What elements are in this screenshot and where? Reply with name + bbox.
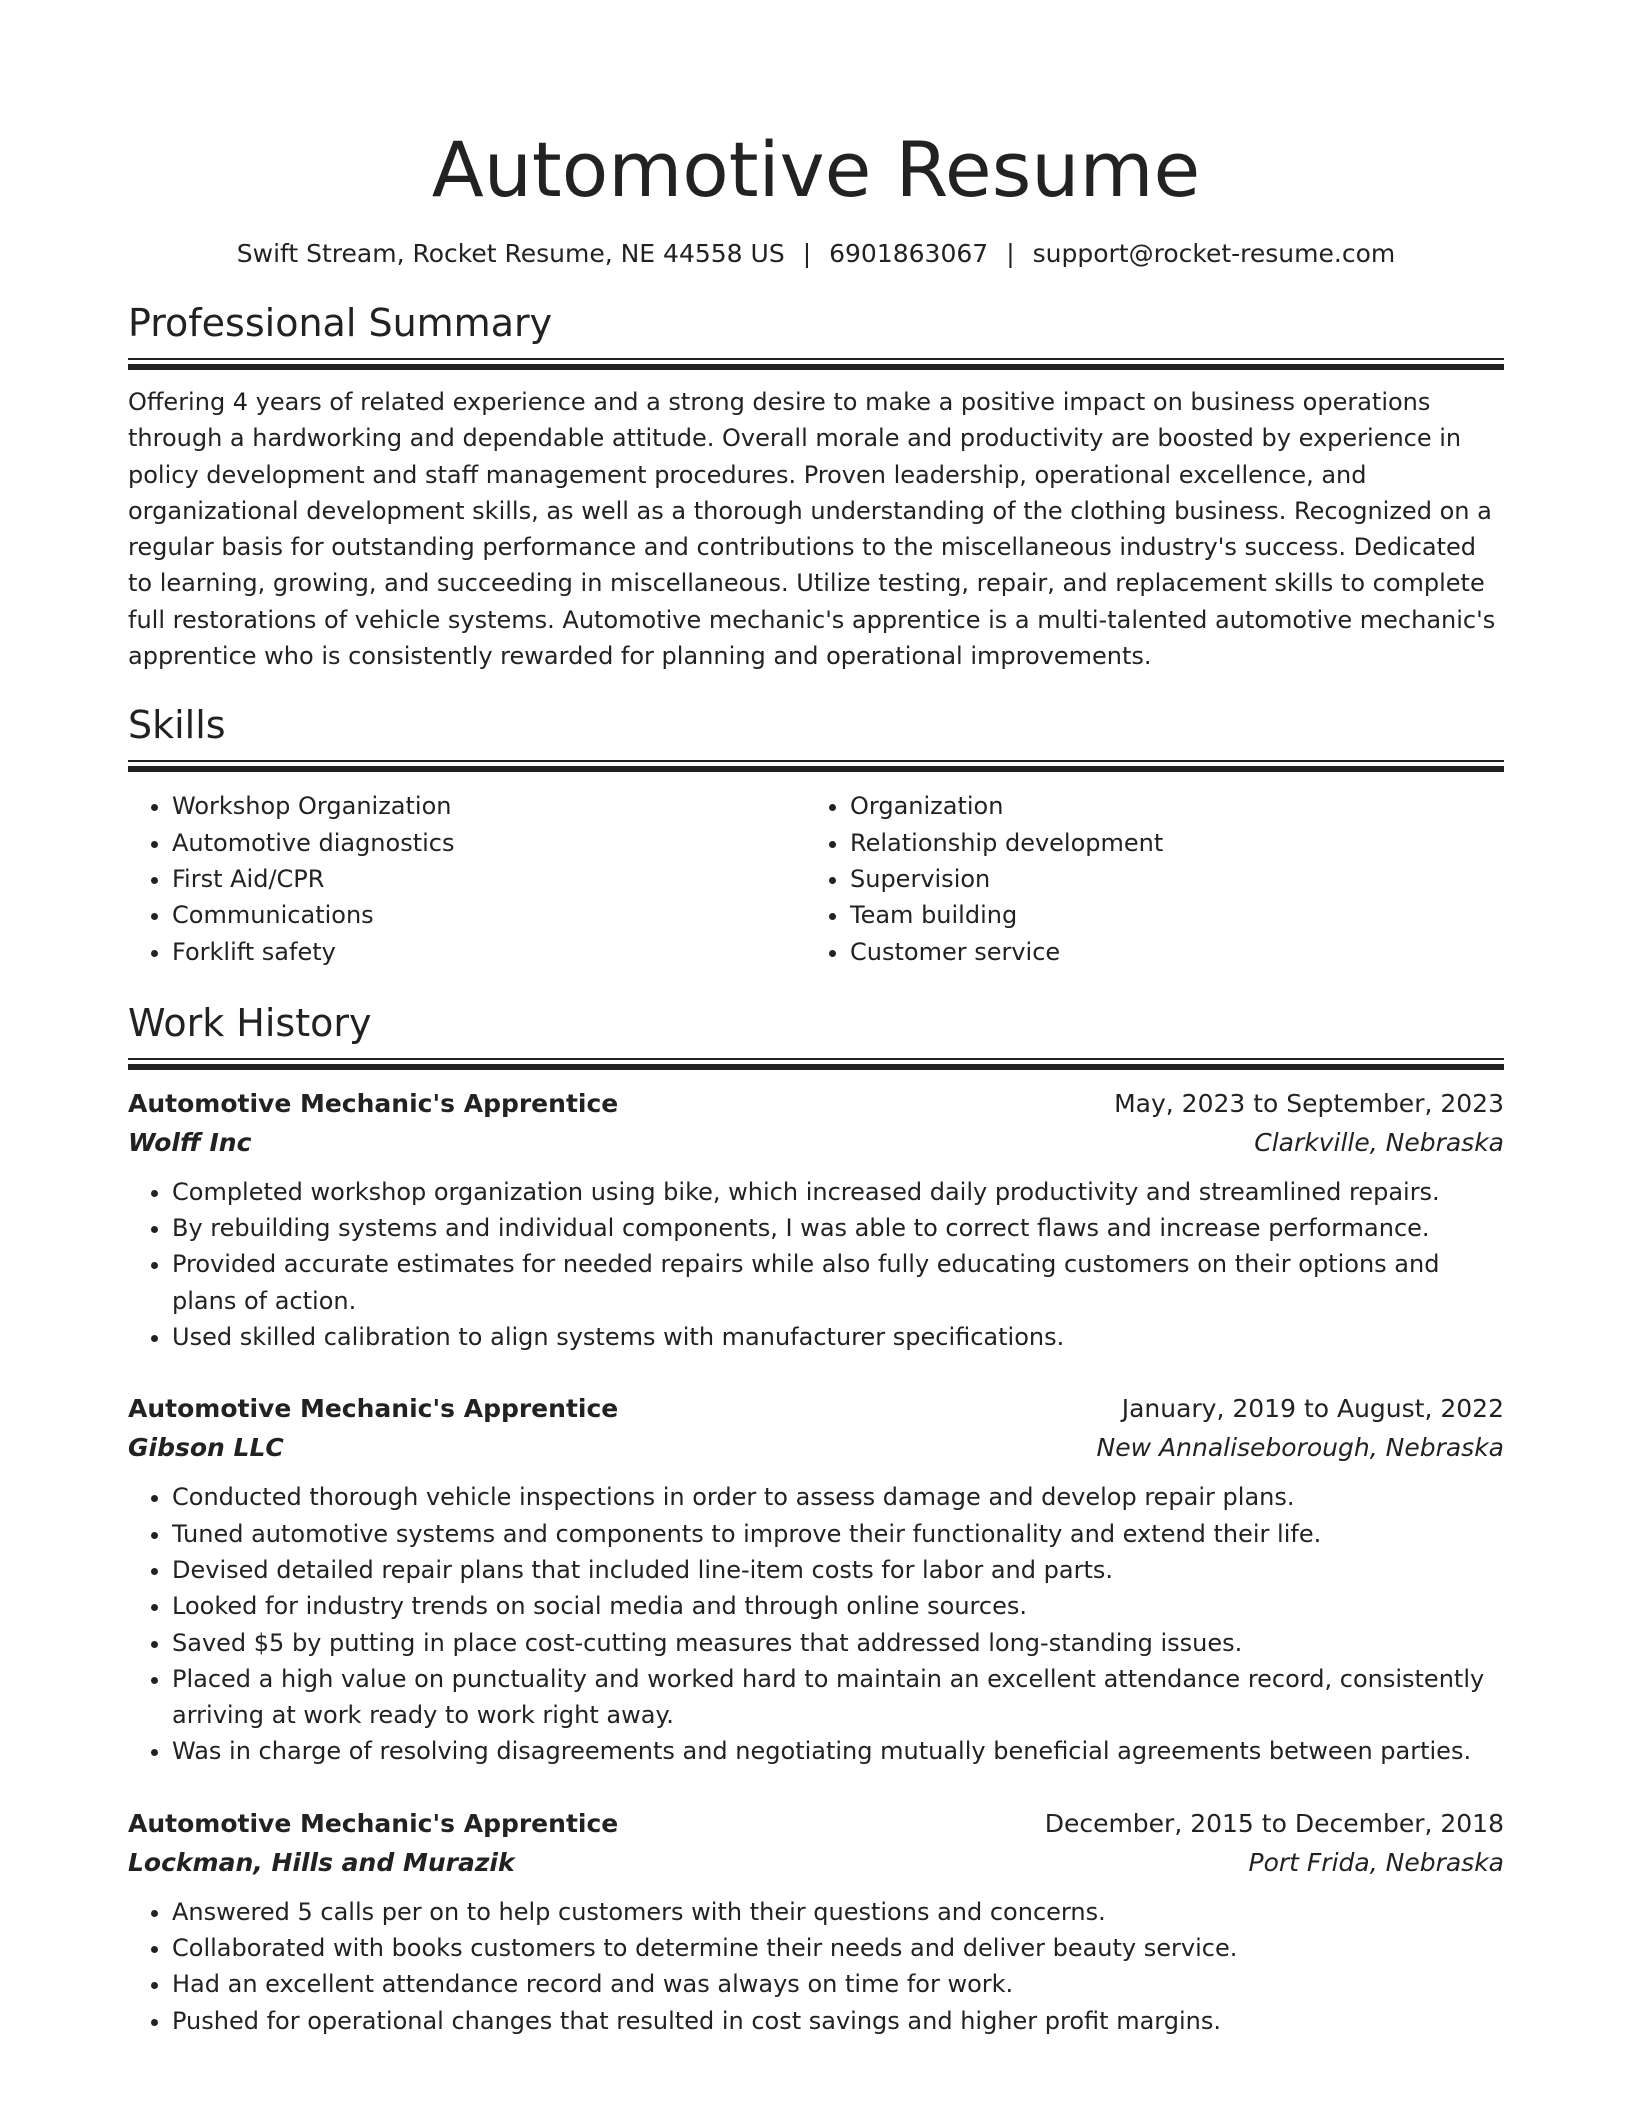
section-heading-skills: Skills [128,703,226,748]
skills-list-left [128,788,806,969]
contact-line [128,238,1504,270]
job-company-row [128,1429,1504,1467]
contact-address: Swift Stream, Rocket Resume, NE 44558 US [236,239,785,268]
job-header-row [128,1389,1504,1429]
job-bullet: • Placed a high value on punctuality and worked hard to maintain an excellent attendance record, consistently arriving at work ready to work right away. [172,1661,1504,1734]
skill-item: • Relationship development [850,825,1484,861]
contact-separator: | [1006,239,1015,268]
job-company-row [128,1844,1504,1882]
job-bullet: • Completed workshop organization using bike, which increased daily productivity and streamlined repairs. [172,1174,1504,1210]
contact-email: support@rocket-resume.com [1032,239,1396,268]
section-rule [128,1058,1504,1070]
resume-title: Automotive Resume [431,125,1201,214]
job-bullet: • Used skilled calibration to align systems with manufacturer specifications. [172,1319,1504,1355]
job-location: New Annaliseborough, Nebraska [1096,1433,1504,1463]
resume-page [128,0,1504,2039]
job-bullet: • By rebuilding systems and individual components, I was able to correct flaws and increase performance. [172,1210,1504,1246]
job-dates: December, 2015 to December, 2018 [1044,1808,1504,1838]
section-heading-work-history: Work History [128,1000,372,1045]
job-header-row [128,1804,1504,1844]
skills-list-right [806,788,1484,969]
contact-phone: 6901863067 [829,239,989,268]
job-company: Lockman, Hills and Murazik [128,1847,515,1877]
section-heading-summary: Professional Summary [128,301,553,345]
skill-item: • Organization [850,788,1484,824]
skill-item: • Supervision [850,861,1484,897]
skills-columns [128,788,1504,969]
job-bullet: • Collaborated with books customers to determine their needs and deliver beauty service. [172,1930,1504,1966]
job-title: Automotive Mechanic's Apprentice [128,1394,619,1424]
job-bullet: • Was in charge of resolving disagreements and negotiating mutually beneficial agreements between parties. [172,1733,1504,1769]
job-location: Port Frida, Nebraska [1248,1847,1504,1877]
skill-item: • Workshop Organization [172,788,806,824]
job-bullet: • Saved $5 by putting in place cost-cutting measures that addressed long-standing issues. [172,1625,1504,1661]
job-bullet: • Pushed for operational changes that resulted in cost savings and higher profit margins. [172,2003,1504,2039]
section-rule [128,760,1504,772]
job-bullet: • Answered 5 calls per on to help customers with their questions and concerns. [172,1894,1504,1930]
job-title: Automotive Mechanic's Apprentice [128,1808,619,1838]
job-company: Wolff Inc [128,1127,252,1157]
skill-item: • Automotive diagnostics [172,825,806,861]
skill-item: • Customer service [850,934,1484,970]
skill-item: • First Aid/CPR [172,861,806,897]
job-dates: May, 2023 to September, 2023 [1114,1088,1504,1118]
job-bullet: • Provided accurate estimates for needed repairs while also fully educating customers on their options and plans of action. [172,1246,1504,1319]
contact-separator: | [802,239,812,268]
job-bullets [128,1479,1504,1769]
job-bullets [128,1894,1504,2039]
job-bullet: • Conducted thorough vehicle inspections in order to assess damage and develop repair plans. [172,1479,1504,1515]
job-bullet: • Devised detailed repair plans that included line-item costs for labor and parts. [172,1552,1504,1588]
job-dates: January, 2019 to August, 2022 [1121,1394,1504,1424]
skill-item: • Team building [850,897,1484,933]
job-bullet: • Had an excellent attendance record and was always on time for work. [172,1966,1504,2002]
job-entry [128,1389,1504,1769]
job-bullet: • Tuned automotive systems and components to improve their functionality and extend their life. [172,1516,1504,1552]
professional-summary-section [128,300,1504,674]
job-header-row [128,1084,1504,1124]
summary-text: Offering 4 years of related experience and a strong desire to make a positive impact on business operations through a hardworking and dependable attitude. Overall morale and productivity are boosted by experience in policy development and staff management procedures. Proven leadership, operational excellence, and organizational development skills, as well as a thorough understanding of the clothing business. Recognized on a regular basis for outstanding performance and contributions to the miscellaneous industry's success. Dedicated to learning, growing, and succeeding in miscellaneous. Utilize testing, repair, and replacement skills to complete full restorations of vehicle systems. Automotive mechanic's apprentice is a multi-talented automotive mechanic's apprentice who is consistently rewarded for planning and operational improvements. [128,388,1496,671]
skills-section [128,702,1504,969]
job-bullet: • Looked for industry trends on social media and through online sources. [172,1588,1504,1624]
skill-item: • Communications [172,897,806,933]
job-title: Automotive Mechanic's Apprentice [128,1088,619,1118]
job-bullets [128,1174,1504,1355]
job-entry [128,1084,1504,1355]
job-company-row [128,1124,1504,1162]
section-rule [128,358,1504,370]
job-entry [128,1804,1504,2039]
job-location: Clarkville, Nebraska [1254,1127,1504,1157]
job-company: Gibson LLC [128,1433,284,1463]
skill-item: • Forklift safety [172,934,806,970]
work-history-section [128,1000,1504,2039]
